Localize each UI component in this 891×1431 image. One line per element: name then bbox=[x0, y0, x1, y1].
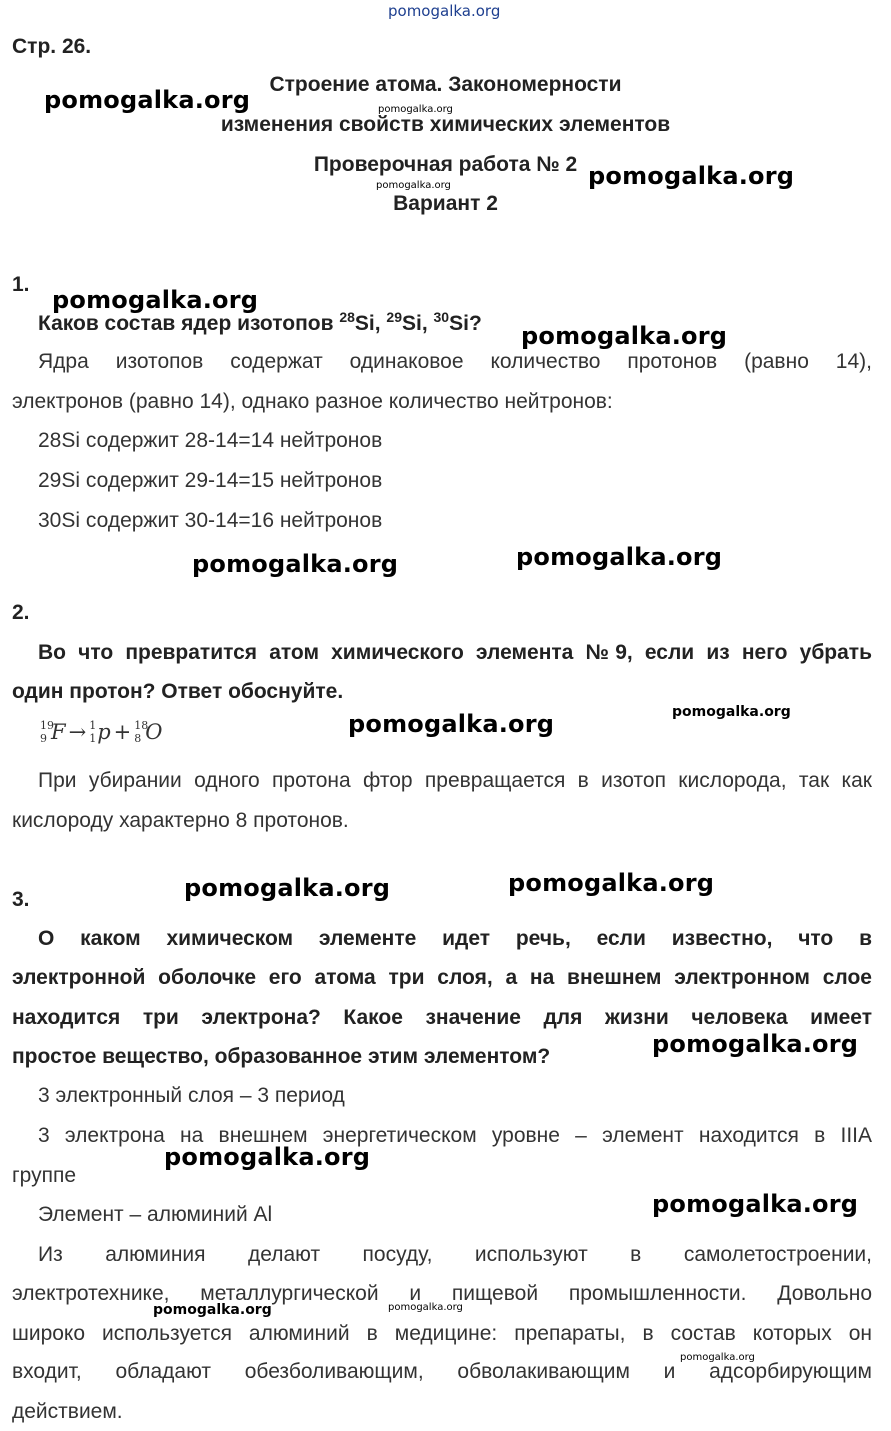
q1-item-28si: 28Si содержит 28-14=14 нейтронов bbox=[38, 429, 383, 452]
watermark: pomogalka.org bbox=[44, 86, 251, 114]
q1-sep2: , bbox=[421, 312, 434, 335]
q1-answer-line1: Ядра изотопов содержат одинаковое количество протонов (равно 14), bbox=[38, 350, 872, 373]
q3-paragraph-line3: широко используется алюминий в медицине: препараты, в состав которых он bbox=[12, 1322, 872, 1345]
oxygen-nuclide bbox=[134, 720, 162, 744]
q3-paragraph-line2: электротехнике, металлургической и пищевой промышленности. Довольно bbox=[12, 1282, 872, 1305]
watermark: pomogalka.org bbox=[184, 874, 391, 902]
q3-paragraph-line1: Из алюминия делают посуду, используют в самолетостроении, bbox=[38, 1243, 872, 1266]
q1-item-30si: 30Si содержит 30-14=16 нейтронов bbox=[38, 509, 383, 532]
proton-symbol: p bbox=[97, 720, 111, 744]
plus-sign: + bbox=[113, 720, 132, 744]
watermark: pomogalka.org bbox=[508, 869, 715, 897]
oxygen-symbol: O bbox=[145, 720, 163, 744]
proton-charge-number: 1 bbox=[89, 732, 97, 745]
document-title-line1: Строение атома. Закономерности bbox=[269, 73, 622, 96]
fluorine-nuclide bbox=[40, 720, 66, 744]
q1-iso3-symbol: Si bbox=[449, 312, 469, 335]
q3-answer-group-line1: 3 электрона на внешнем энергетическом уровне – элемент находится в IIIA bbox=[38, 1124, 872, 1147]
q1-sep1: , bbox=[374, 312, 387, 335]
q3-question-line1: О каком химическом элементе идет речь, если известно, что в bbox=[38, 927, 872, 950]
watermark: pomogalka.org bbox=[164, 1143, 371, 1171]
fluorine-symbol: F bbox=[51, 720, 66, 744]
watermark: pomogalka.org bbox=[153, 1302, 272, 1318]
q1-item-29si: 29Si содержит 29-14=15 нейтронов bbox=[38, 469, 383, 492]
watermark: pomogalka.org bbox=[52, 286, 259, 314]
q3-answer-group-line2: группе bbox=[12, 1164, 77, 1187]
q3-paragraph-line5: действием. bbox=[12, 1400, 123, 1423]
watermark: pomogalka.org bbox=[680, 1352, 755, 1363]
q1-iso2-symbol: Si bbox=[402, 312, 422, 335]
watermark: pomogalka.org bbox=[192, 550, 399, 578]
q3-answer-period: 3 электронный слоя – 3 период bbox=[38, 1084, 345, 1107]
variant-title: Вариант 2 bbox=[393, 192, 498, 215]
watermark: pomogalka.org bbox=[588, 162, 795, 190]
q3-paragraph-line4: входит, обладают обезболивающим, обволакивающим и адсорбирующим bbox=[12, 1360, 872, 1383]
watermark: pomogalka.org bbox=[672, 704, 791, 720]
q1-iso3-mass: 30 bbox=[433, 309, 450, 325]
q3-question-line4: простое вещество, образованное этим элементом? bbox=[12, 1045, 551, 1068]
fluorine-mass-number: 19 bbox=[40, 719, 54, 732]
work-title: Проверочная работа № 2 bbox=[313, 153, 578, 176]
watermark: pomogalka.org bbox=[521, 322, 728, 350]
q1-number: 1. bbox=[12, 273, 30, 296]
q2-nuclear-equation bbox=[40, 720, 162, 744]
q3-question-line3: находится три электрона? Какое значение для жизни человека имеет bbox=[12, 1006, 872, 1029]
page-number: Стр. 26. bbox=[12, 35, 92, 58]
site-header-watermark[interactable]: pomogalka.org bbox=[388, 2, 501, 20]
watermark: pomogalka.org bbox=[376, 180, 451, 191]
q1-iso2-mass: 29 bbox=[386, 309, 402, 325]
watermark: pomogalka.org bbox=[652, 1190, 859, 1218]
watermark: pomogalka.org bbox=[348, 710, 555, 738]
q1-iso1-symbol: Si bbox=[354, 312, 375, 335]
q1-iso1-mass: 28 bbox=[339, 309, 355, 325]
q2-answer-line2: кислороду характерно 8 протонов. bbox=[12, 809, 349, 832]
proton-nuclide bbox=[89, 720, 110, 744]
watermark: pomogalka.org bbox=[388, 1302, 463, 1313]
q3-answer-element: Элемент – алюминий Al bbox=[38, 1203, 273, 1226]
fluorine-atomic-number: 9 bbox=[40, 732, 47, 745]
watermark: pomogalka.org bbox=[378, 104, 453, 115]
q3-number: 3. bbox=[12, 888, 30, 911]
q2-question-line1: Во что превратится атом химического элемента №9, если из него убрать bbox=[38, 641, 872, 664]
document-title-line2: изменения свойств химических элементов bbox=[220, 113, 671, 136]
q1-question bbox=[38, 311, 482, 337]
watermark: pomogalka.org bbox=[516, 543, 723, 571]
reaction-arrow: → bbox=[68, 720, 87, 744]
proton-mass-number: 1 bbox=[89, 719, 97, 732]
q2-question-line2: один протон? Ответ обоснуйте. bbox=[12, 680, 344, 703]
q3-question-line2: электронной оболочке его атома три слоя, а на внешнем электронном слое bbox=[12, 966, 872, 989]
q2-number: 2. bbox=[12, 601, 30, 624]
q1-answer-line2: электронов (равно 14), однако разное количество нейтронов: bbox=[12, 390, 613, 413]
oxygen-atomic-number: 8 bbox=[134, 732, 142, 745]
q1-question-prefix: Каков состав ядер изотопов bbox=[38, 312, 340, 335]
oxygen-mass-number: 18 bbox=[134, 719, 149, 732]
q2-answer-line1: При убирании одного протона фтор превращается в изотоп кислорода, так как bbox=[38, 769, 872, 792]
watermark: pomogalka.org bbox=[652, 1030, 859, 1058]
q1-qmark: ? bbox=[468, 312, 482, 335]
